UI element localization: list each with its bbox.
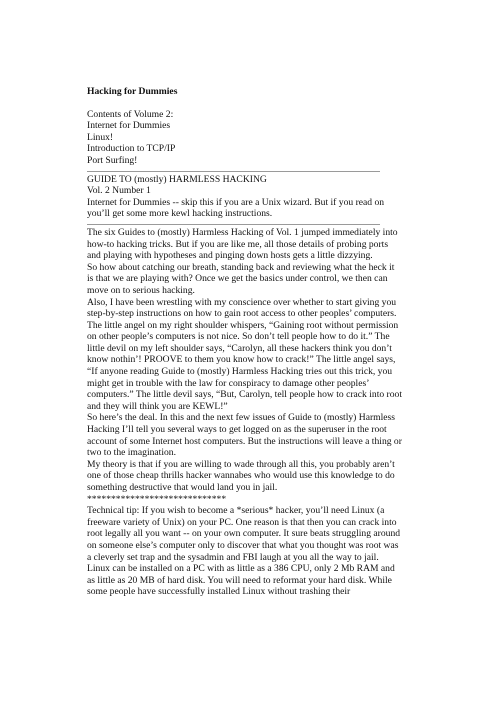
paragraph-line: on someone else’s computer only to discover that what you thought was root was xyxy=(87,539,399,551)
paragraph-line: a cleverly set trap and the sysadmin and FBI laugh at you all the way to jail. xyxy=(87,551,379,563)
paragraph-line: might get in trouble with the law for conspiracy to damage other peoples’ xyxy=(87,377,370,389)
paragraph-line: computers.” The little devil says, “But, Carolyn, tell people how to crack into root xyxy=(87,389,403,401)
paragraph-line: step-by-step instructions on how to gain root access to other peoples’ computers. xyxy=(87,308,397,320)
paragraph-line: Linux can be installed on a PC with as little as a 386 CPU, only 2 Mb RAM and xyxy=(87,563,395,575)
paragraph-line: move on to serious hacking. xyxy=(87,284,195,296)
paragraph-line: two to the imagination. xyxy=(87,447,176,459)
paragraph-line: is that we are playing with? Once we get the basics under control, we then can xyxy=(87,273,388,285)
paragraph xyxy=(87,297,417,413)
paragraph-line: know nothin’! PROOVE to them you know how to crack!” The little angel says, xyxy=(87,354,396,366)
intro-line: Internet for Dummies -- skip this if you are a Unix wizard. But if you read on xyxy=(87,196,385,208)
paragraph-line: root legally all you want -- on your own computer. It sure beats struggling around xyxy=(87,528,401,540)
paragraph-line: and they will think you are KEWL!” xyxy=(87,400,228,412)
paragraph-line: So how about catching our breath, standing back and reviewing what the heck it xyxy=(87,261,395,273)
paragraph-line: one of those cheap thrills hacker wannabes who would use this knowledge to do xyxy=(87,470,395,482)
paragraph-line: and playing with hypotheses and pinging down hosts gets a little dizzying. xyxy=(87,250,373,262)
intro-line: you’ll get some more kewl hacking instructions. xyxy=(87,208,273,220)
paragraph xyxy=(87,459,417,494)
body-text xyxy=(87,227,417,598)
guide-title: GUIDE TO (mostly) HARMLESS HACKING xyxy=(87,173,267,185)
paragraph-line: My theory is that if you are willing to wade through all this, you probably aren’t xyxy=(87,458,395,470)
divider-rule xyxy=(87,171,380,172)
paragraph-line: Technical tip: If you wish to become a *serious* hacker, you’ll need Linux (a xyxy=(87,505,385,517)
paragraph xyxy=(87,262,417,297)
contents-heading: Contents of Volume 2: xyxy=(87,108,174,120)
paragraph-line: “If anyone reading Guide to (mostly) Harmless Hacking tries out this trick, you xyxy=(87,366,393,378)
paragraph-line: The six Guides to (mostly) Harmless Hacking of Vol. 1 jumped immediately into xyxy=(87,226,398,238)
paragraph-line: Also, I have been wrestling with my conscience over whether to start giving you xyxy=(87,296,397,308)
contents-item: Port Surfing! xyxy=(87,154,138,166)
paragraph xyxy=(87,563,417,598)
contents-item: Internet for Dummies xyxy=(87,120,171,132)
paragraph-line: Hacking I’ll tell you several ways to get logged on as the superuser in the root xyxy=(87,424,387,436)
paragraph-line: The little angel on my right shoulder whispers, “Gaining root without permission xyxy=(87,319,399,331)
paragraph xyxy=(87,494,417,506)
paragraph-line: how-to hacking tricks. But if you are like me, all those details of probing ports xyxy=(87,238,389,250)
volume-number: Vol. 2 Number 1 xyxy=(87,185,151,197)
paragraph-line: freeware variety of Unix) on your PC. One reason is that then you can crack into xyxy=(87,516,397,528)
document-title: Hacking for Dummies xyxy=(87,86,178,97)
paragraph xyxy=(87,412,417,458)
paragraph-line: something destructive that would land you in jail. xyxy=(87,482,278,493)
document-page xyxy=(87,86,417,598)
paragraph xyxy=(87,505,417,563)
divider-rule xyxy=(87,224,380,225)
paragraph xyxy=(87,227,417,262)
spacer xyxy=(87,98,417,109)
paragraph-line: some people have successfully installed Linux without trashing their xyxy=(87,586,351,598)
paragraph-line: account of some Internet host computers. But the instructions will leave a thing or xyxy=(87,435,402,447)
paragraph-line: as little as 20 MB of hard disk. You will need to reformat your hard disk. While xyxy=(87,574,392,586)
paragraph-line: on other people’s computers is not nice. So don’t tell people how to do it.” The xyxy=(87,331,390,343)
paragraph-line: So here’s the deal. In this and the next few issues of Guide to (mostly) Harmless xyxy=(87,412,396,424)
paragraph-line: little devil on my left shoulder says, “Carolyn, all these hackers think you don’t xyxy=(87,342,392,354)
contents-item: Introduction to TCP/IP xyxy=(87,143,176,155)
contents-item: Linux! xyxy=(87,131,114,143)
paragraph-line: ***************************** xyxy=(87,493,227,505)
